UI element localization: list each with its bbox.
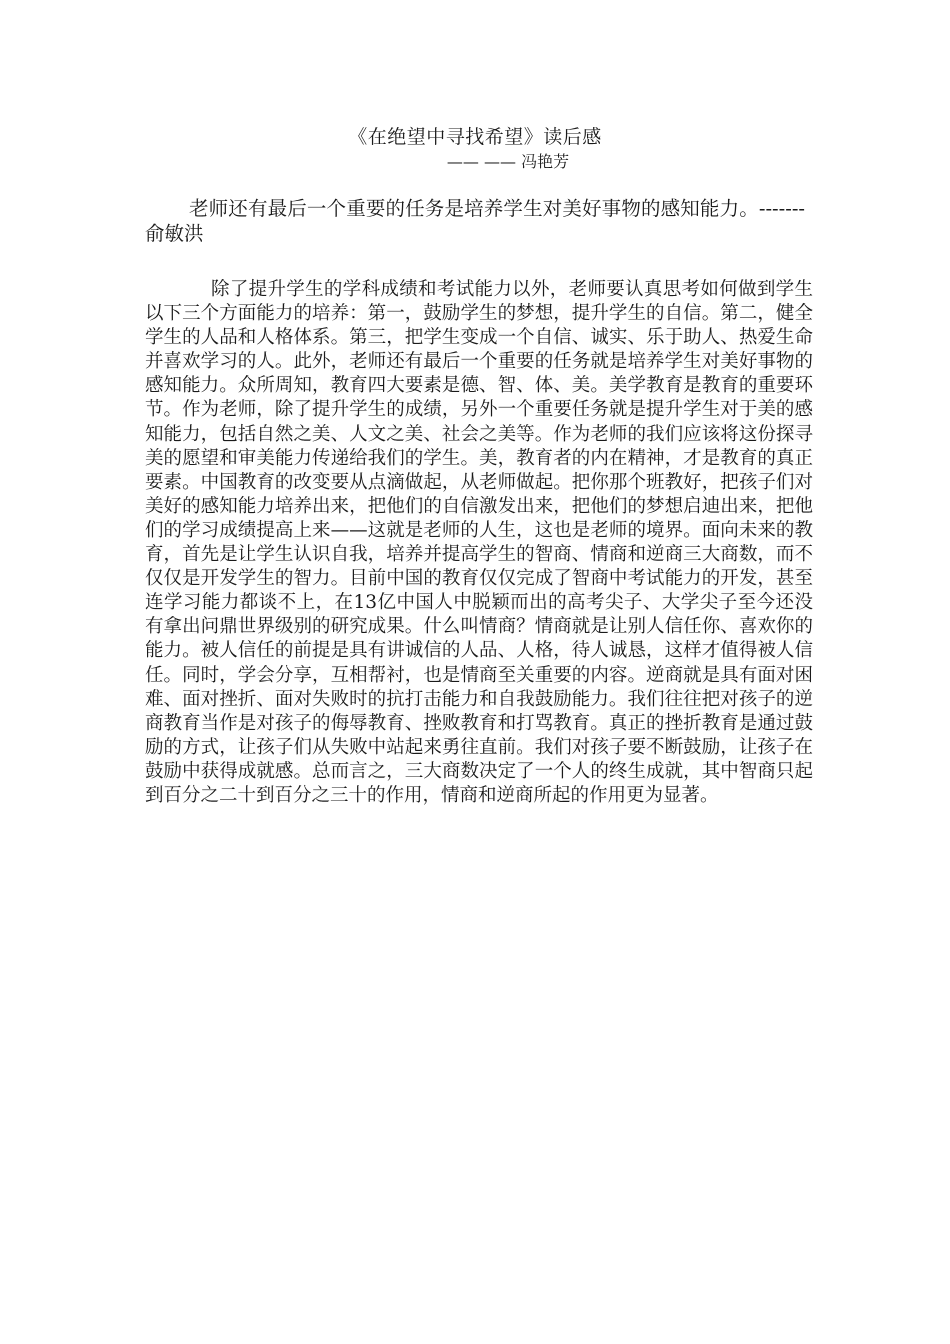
author-byline [0, 151, 950, 173]
epigraph-quote: 老师还有最后一个重要的任务是培养学生对美好事物的感知能力。-------俞敏洪 [145, 197, 805, 245]
author-byline-text: —— —— 冯艳芳 [446, 152, 570, 171]
body-paragraph: 除了提升学生的学科成绩和考试能力以外，老师要认真思考如何做到学生以下三个方面能力的培养：第一，鼓励学生的梦想，提升学生的自信。第二，健全学生的人品和人格体系。第三，把学生变成一个自信、诚实、乐于助人、热爱生命并喜欢学习的人。此外，老师还有最后一个重要的任务就是培养学生对美好事物的感知能力。众所周知，教育四大要素是德、智、体、美。美学教育是教育的重要环节。作为老师，除了提升学生的成绩，另外一个重要任务就是提升学生对于美的感知能力，包括自然之美、人文之美、社会之美等。作为老师的我们应该将这份探寻美的愿望和审美能力传递给我们的学生。美，教育者的内在精神，才是教育的真正要素。中国教育的改变要从点滴做起，从老师做起。把你那个班教好，把孩子们对美好的感知能力培养出来，把他们的自信激发出来，把他们的梦想启迪出来，把他们的学习成绩提高上来——这就是老师的人生，这也是老师的境界。面向未来的教育，首先是让学生认识自我，培养并提高学生的智商、情商和逆商三大商数，而不仅仅是开发学生的智力。目前中国的教育仅仅完成了智商中考试能力的开发，甚至连学习能力都谈不上，在13亿中国人中脱颖而出的高考尖子、大学尖子至今还没有拿出问鼎世界级别的研究成果。什么叫情商？情商就是让别人信任你、喜欢你的能力。被人信任的前提是具有讲诚信的人品、人格，待人诚恳，这样才值得被人信任。同时，学会分享，互相帮衬，也是情商至关重要的内容。逆商就是具有面对困难、面对挫折、面对失败时的抗打击能力和自我鼓励能力。我们往往把对孩子的逆商教育当作是对孩子的侮辱教育、挫败教育和打骂教育。真正的挫折教育是通过鼓励的方式，让孩子们从失败中站起来勇往直前。我们对孩子要不断鼓励，让孩子在鼓励中获得成就感。总而言之，三大商数决定了一个人的终生成就，其中智商只起到百分之二十到百分之三十的作用，情商和逆商所起的作用更为显著。 [145, 279, 813, 806]
document-title: 《在绝望中寻找希望》读后感 [348, 126, 602, 148]
